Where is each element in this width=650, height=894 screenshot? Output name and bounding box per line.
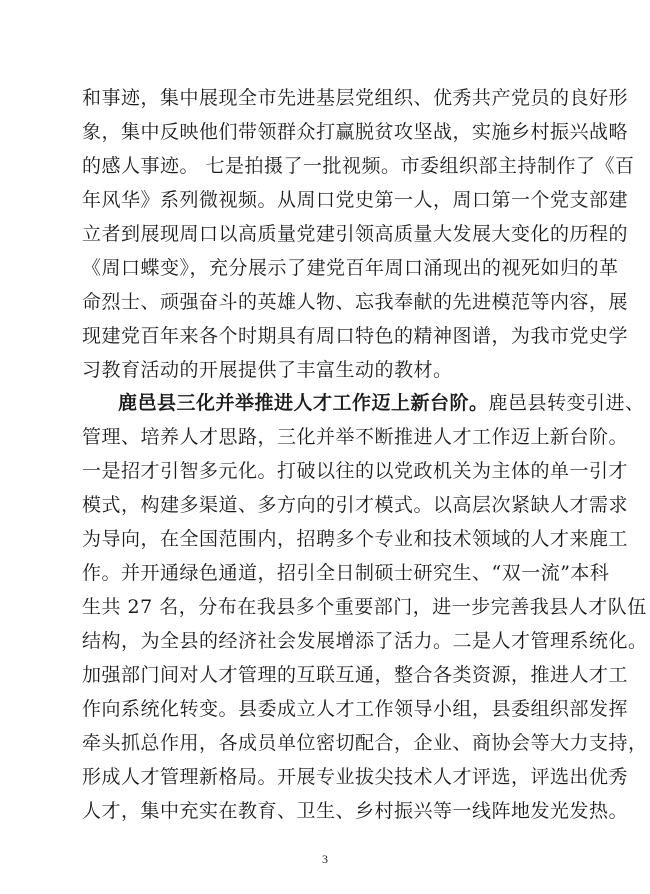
- paragraph-line: 习教育活动的开展提供了丰富生动的教材。: [82, 359, 453, 381]
- paragraph-line: 加强部门间对人才管理的互联互通，整合各类资源，推进人才工: [82, 664, 629, 686]
- section-heading: 鹿邑县三化并举推进人才工作迈上新台阶。: [118, 392, 489, 414]
- paragraph-line: 一是招才引智多元化。打破以往的以党政机关为主体的单一引才: [82, 460, 629, 482]
- paragraph-line: 的感人事迹。 七是拍摄了一批视频。市委组织部主持制作了《百: [82, 155, 635, 177]
- paragraph-line: 结构，为全县的经济社会发展增添了活力。二是人才管理系统化。: [82, 630, 648, 652]
- paragraph-line: 象，集中反映他们带领群众打赢脱贫攻坚战，实施乡村振兴战略: [82, 121, 629, 143]
- paragraph-line: 和事迹，集中展现全市先进基层党组织、优秀共产党员的良好形: [82, 87, 629, 109]
- paragraph-line: 形成人才管理新格局。开展专业拔尖技术人才评选，评选出优秀: [82, 766, 629, 788]
- paragraph-line: 立者到展现周口以高质量党建引领高质量大发展大变化的历程的: [82, 223, 629, 245]
- paragraph-line: 生共 27 名，分布在我县多个重要部门，进一步完善我县人才队伍: [82, 596, 647, 618]
- paragraph-line: 年风华》系列微视频。从周口党史第一人，周口第一个党支部建: [82, 189, 629, 211]
- paragraph-line: 现建党百年来各个时期具有周口特色的精神图谱，为我市党史学: [82, 325, 629, 347]
- section-heading-tail: 鹿邑县转变引进、: [488, 392, 645, 414]
- paragraph-line: 作。并开通绿色通道，招引全日制硕士研究生、“双一流”本科: [82, 562, 610, 584]
- section-heading-line: [118, 391, 645, 417]
- paragraph-line: 命烈士、顽强奋斗的英雄人物、忘我奉献的先进模范等内容，展: [82, 291, 629, 313]
- paragraph-line: 管理、培养人才思路，三化并举不断推进人才工作迈上新台阶。: [82, 426, 629, 448]
- paragraph-line: 为导向，在全国范围内，招聘多个专业和技术领域的人才来鹿工: [82, 528, 629, 550]
- paragraph-line: 模式，构建多渠道、多方向的引才模式。以高层次紧缺人才需求: [82, 494, 629, 516]
- paragraph-line: 牵头抓总作用，各成员单位密切配合，企业、商协会等大力支持，: [82, 732, 648, 754]
- paragraph-line: 《周口蝶变》，充分展示了建党百年周口涌现出的视死如归的革: [82, 257, 619, 279]
- paragraph-line: 人才，集中充实在教育、卫生、乡村振兴等一线阵地发光发热。: [82, 800, 629, 822]
- page-number: 3: [322, 852, 328, 866]
- paragraph-line: 作向系统化转变。县委成立人才工作领导小组，县委组织部发挥: [82, 698, 629, 720]
